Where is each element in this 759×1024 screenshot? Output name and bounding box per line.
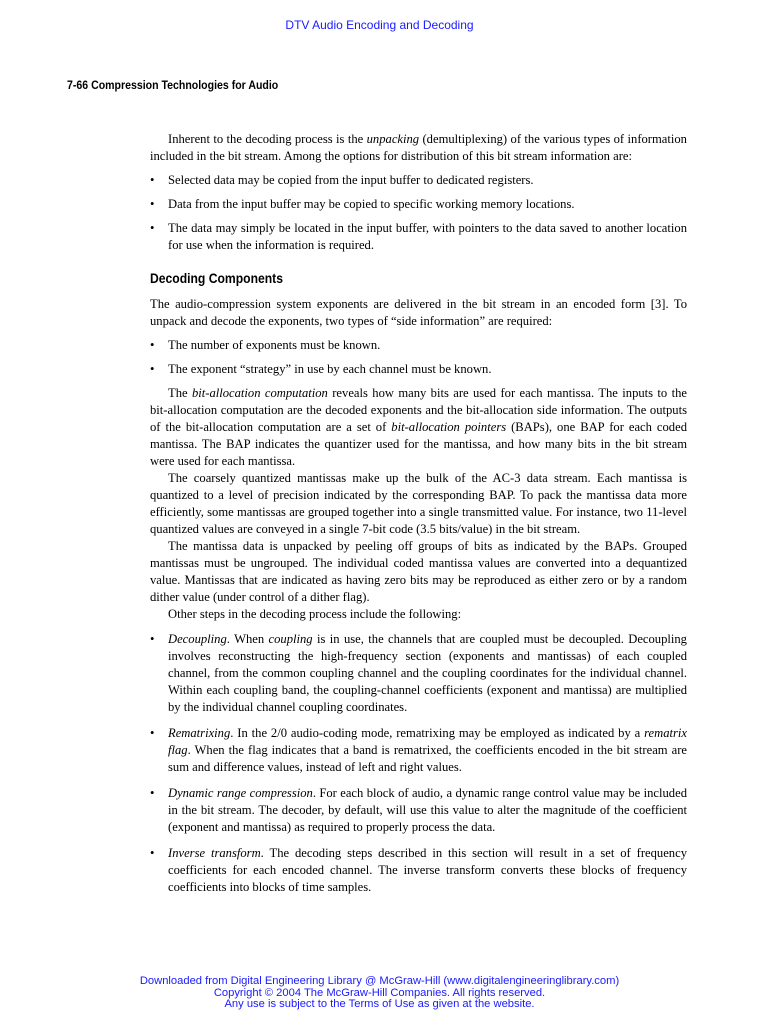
list-item-inverse-transform: • Inverse transform. The decoding steps described in this section will result in a set of frequency coefficients for each encoded channel. The inverse transform converts these blocks of frequency coefficients into blocks of time samples. xyxy=(150,846,687,894)
footer xyxy=(0,976,759,1011)
bullet-icon: • xyxy=(150,846,155,860)
bullet-icon: • xyxy=(150,197,155,211)
list-item-rematrixing: • Rematrixing. In the 2/0 audio-coding mode, rematrixing may be employed as indicated by a rematrix flag. When the flag indicates that a band is rematrixed, the coefficients encoded in the bit stream are sum and difference values, instead of left and right values. xyxy=(150,726,687,774)
list-item: • The exponent “strategy” in use by each channel must be known. xyxy=(150,362,492,376)
section-paragraph: The audio-compression system exponents are delivered in the bit stream in an encoded form [3]. To unpack and decode the exponents, two types of “side information” are required: xyxy=(150,297,687,328)
footer-download-link[interactable]: Downloaded from Digital Engineering Library @ McGraw-Hill (www.digitalengineeringlibrary.com) xyxy=(139,975,620,987)
footer-terms-link[interactable]: Any use is subject to the Terms of Use as given at the website. xyxy=(224,998,535,1010)
list-item: • Data from the input buffer may be copied to specific working memory locations. xyxy=(150,197,575,211)
list-item: • Selected data may be copied from the input buffer to dedicated registers. xyxy=(150,173,534,187)
section-heading: Decoding Components xyxy=(150,271,283,286)
page-body xyxy=(150,131,687,905)
list-item-decoupling: • Decoupling. When coupling is in use, the channels that are coupled must be decoupled. Decoupling involves reconstructing the high-frequency section (exponents and mantissas) of each coupled channel, from the common coupling channel and the coupling coordinates for the individual channel. Within each coupling band, the coupling-channel coefficients (exponent and mantissa) are multiplied by the individual channel coupling coordinates. xyxy=(150,632,687,714)
other-steps-paragraph: Other steps in the decoding process include the following: xyxy=(168,607,462,621)
bullet-icon: • xyxy=(150,338,155,352)
term-unpacking: unpacking xyxy=(366,132,420,146)
bullet-icon: • xyxy=(150,726,155,740)
bullet-icon: • xyxy=(150,362,155,376)
top-header-link[interactable]: DTV Audio Encoding and Decoding xyxy=(285,18,474,32)
list-item: • The number of exponents must be known. xyxy=(150,338,381,352)
mantissa-paragraph: The coarsely quantized mantissas make up the bulk of the AC-3 data stream. Each mantissa is quantized to a level of precision indicated by the corresponding BAP. To pack the mantissa data more efficiently, some mantissas are grouped together into a single transmitted value. For instance, two 11-level quantized values are conveyed in a single 7-bit code (3.5 bits/value) in the bit stream. xyxy=(150,471,687,536)
list-item-dynamic-range: • Dynamic range compression. For each block of audio, a dynamic range control value may be included in the bit stream. The decoder, by default, will use this value to alter the magnitude of the coefficient (exponent and mantissa) as required to properly process the data. xyxy=(150,786,687,834)
bullet-icon: • xyxy=(150,173,155,187)
decoding-steps-list xyxy=(150,631,687,896)
unpacking-paragraph: The mantissa data is unpacked by peeling off groups of bits as indicated by the BAPs. Grouped mantissas must be ungrouped. The individual coded mantissa values are converted into a dequantized value. Mantissas that are indicated as having zero bits may be reproduced as either zero or by a random dither value (under control of a dither flag). xyxy=(150,539,687,604)
list-item: • The data may simply be located in the input buffer, with pointers to the data saved to another location for use when the information is required. xyxy=(150,221,687,252)
bullet-icon: • xyxy=(150,221,155,235)
intro-paragraph: Inherent to the decoding process is the unpacking (demultiplexing) of the various types of information included in the bit stream. Among the options for distribution of this bit stream information are: xyxy=(150,132,687,163)
bit-allocation-paragraph: The bit-allocation computation reveals how many bits are used for each mantissa. The inputs to the bit-allocation computation are the decoded exponents and the bit-allocation side information. The outputs of the bit-allocation computation are a set of bit-allocation pointers (BAPs), one BAP for each coded mantissa. The BAP indicates the quantizer used for the mantissa, and how many bits in the bit stream were used for each mantissa. xyxy=(150,386,687,468)
bullet-icon: • xyxy=(150,632,155,646)
bullet-icon: • xyxy=(150,786,155,800)
distribution-options-list xyxy=(150,172,687,254)
side-information-list xyxy=(150,337,687,378)
term-bit-allocation-computation: bit-allocation computation xyxy=(191,386,328,400)
running-head: 7-66 Compression Technologies for Audio xyxy=(67,78,279,92)
footer-copyright[interactable]: Copyright © 2004 The McGraw-Hill Companies. All rights reserved. xyxy=(213,986,546,999)
term-bit-allocation-pointers: bit-allocation pointers xyxy=(391,420,507,434)
